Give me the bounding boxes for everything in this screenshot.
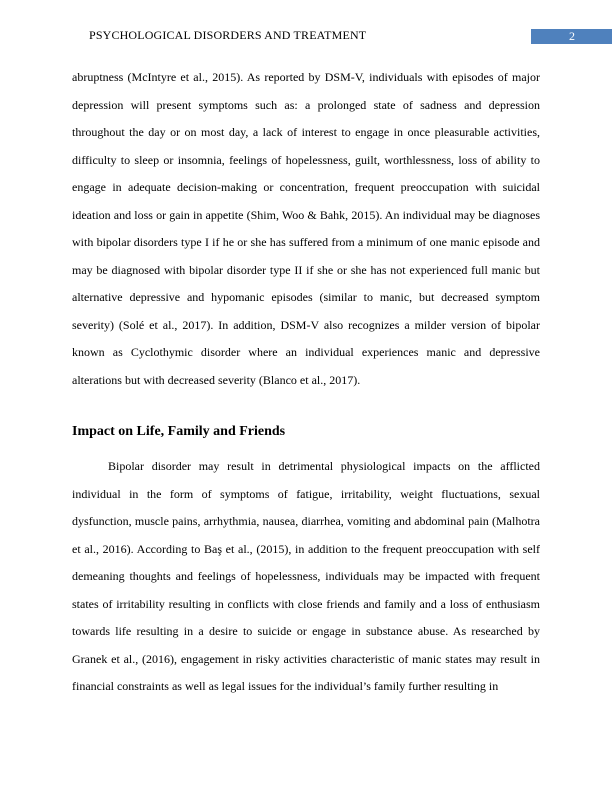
body-paragraph-2: Bipolar disorder may result in detrimental physiological impacts on the afflicted individual in the form of symptoms of fatigue, irritability, weight fluctuations, sexual dysfunction, muscle pains, arrhythmia, nausea, diarrhea, vomiting and abdominal pain (Malhotra et al., 2016). According to Baş et al., (2015), in addition to the frequent preoccupation with self demeaning thoughts and feelings of hopelessness, individuals may be impacted with frequent states of irritability resulting in conflicts with close friends and family and a loss of enthusiasm towards life resulting in a desire to suicide or engage in substance abuse. As researched by Granek et al., (2016), engagement in risky activities characteristic of manic states may result in financial constraints as well as legal issues for the individual’s family further resulting in <box>72 459 540 693</box>
body-paragraph-1: abruptness (McIntyre et al., 2015). As reported by DSM-V, individuals with episodes of major depression will present symptoms such as: a prolonged state of sadness and depression throughout the day or on most day, a lack of interest to engage in once pleasurable activities, difficulty to sleep or insomnia, feelings of hopelessness, guilt, worthlessness, loss of ability to engage in adequate decision-making or concentration, frequent preoccupation with suicidal ideation and loss or gain in appetite (Shim, Woo & Bahk, 2015). An individual may be diagnoses with bipolar disorders type I if he or she has suffered from a minimum of one manic episode and may be diagnosed with bipolar disorder type II if she or she has not experienced full manic but alternative depressive and hypomanic episodes (similar to manic, but decreased symptom severity) (Solé et al., 2017). In addition, DSM-V also recognizes a milder version of bipolar known as Cyclothymic disorder where an individual experiences manic and depressive alterations but with decreased severity (Blanco et al., 2017). <box>72 70 540 387</box>
page-number-badge: 2 <box>531 29 612 44</box>
running-header-title: PSYCHOLOGICAL DISORDERS AND TREATMENT <box>89 28 367 42</box>
section-heading: Impact on Life, Family and Friends <box>72 424 286 439</box>
